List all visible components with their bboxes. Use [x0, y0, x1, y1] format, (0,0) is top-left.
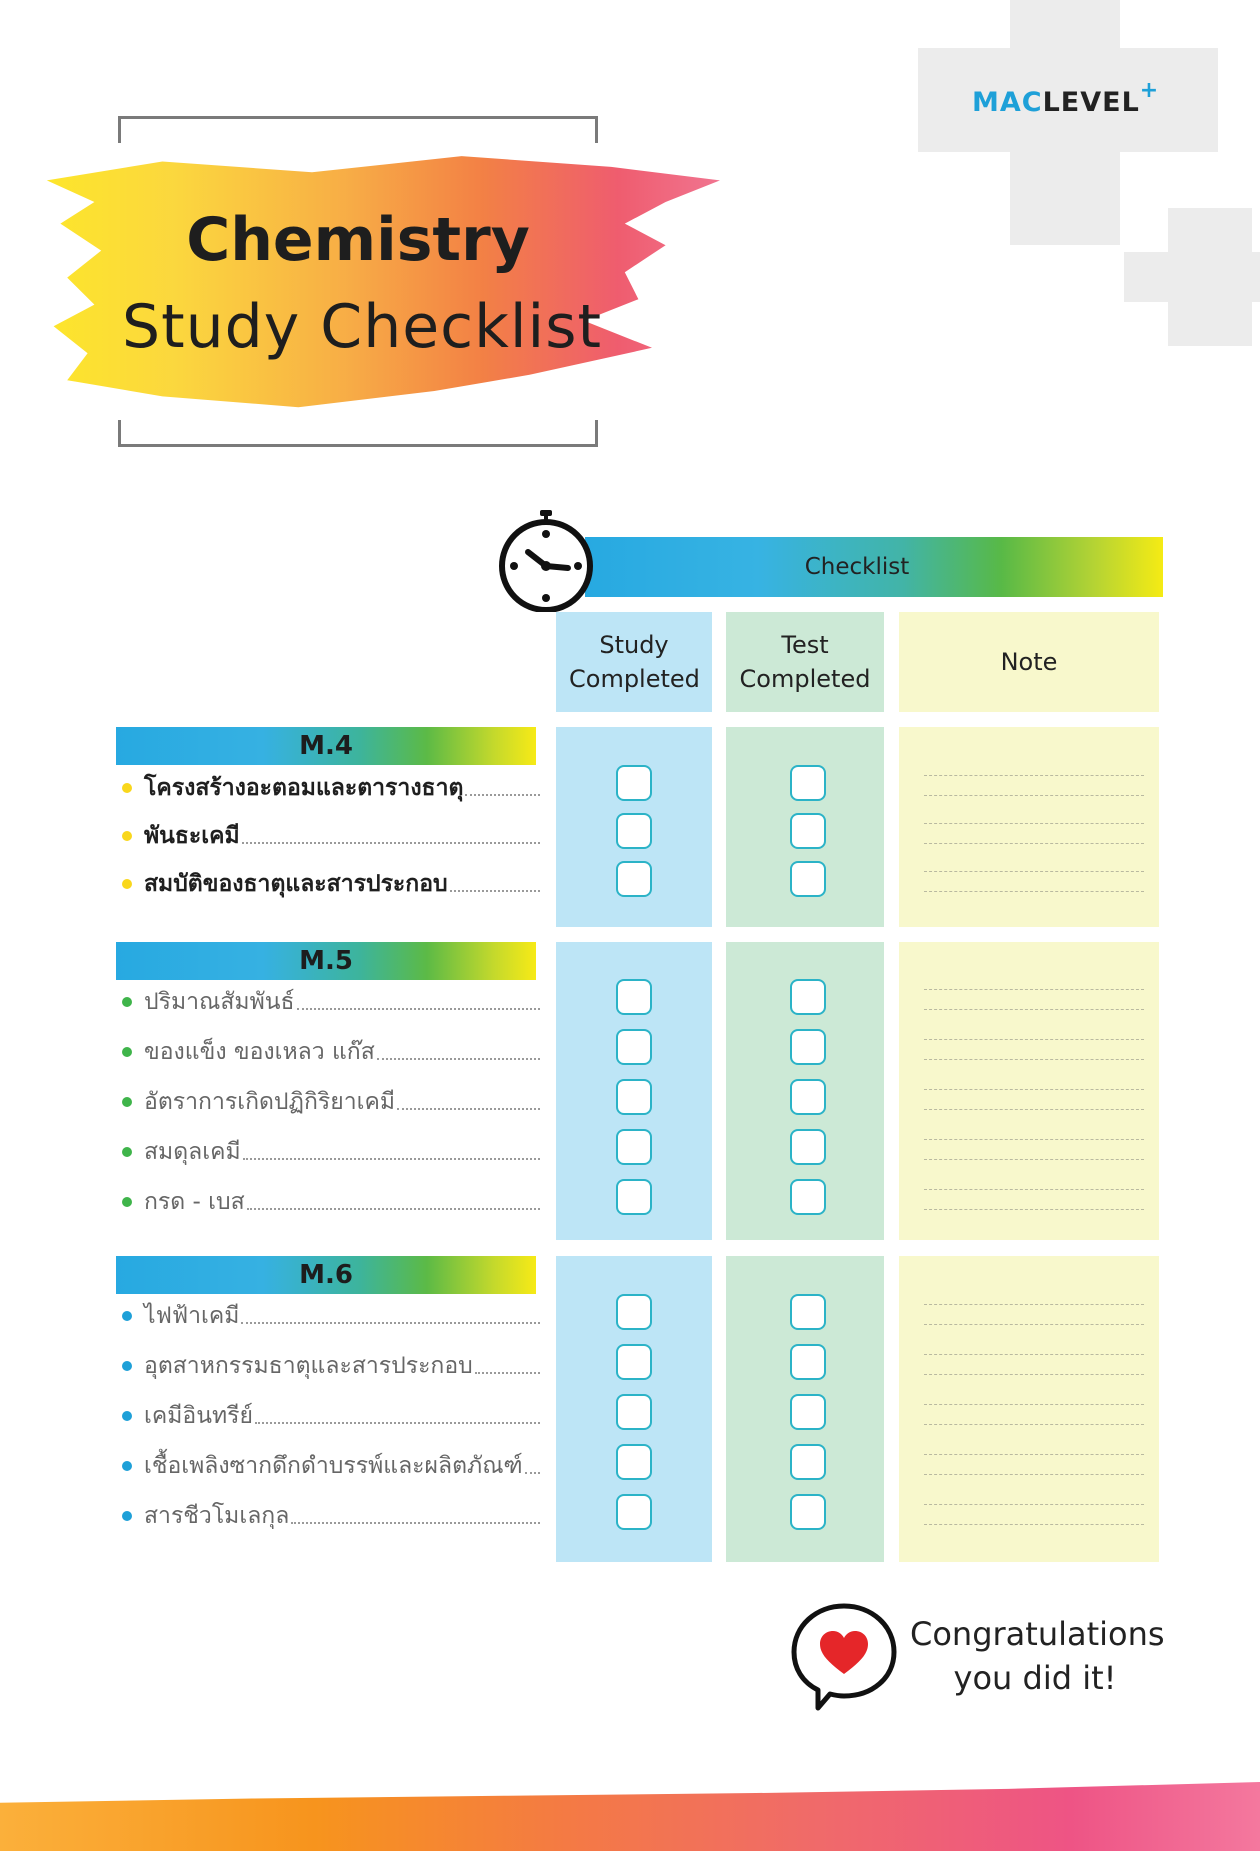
section-label: M.5 — [299, 946, 353, 976]
study-completed-checkbox[interactable] — [616, 1394, 652, 1430]
note-line[interactable] — [924, 871, 1144, 872]
dotted-leader — [243, 1158, 540, 1160]
test-completed-checkbox[interactable] — [790, 1344, 826, 1380]
dotted-leader — [465, 794, 540, 796]
list-item-label: เคมีอินทรีย์ — [144, 1403, 253, 1429]
note-line[interactable] — [924, 1354, 1144, 1355]
note-line[interactable] — [924, 823, 1144, 824]
study-completed-checkbox[interactable] — [616, 1294, 652, 1330]
list-item — [122, 1182, 540, 1222]
bottom-paint-stroke — [0, 1782, 1260, 1851]
test-completed-checkbox[interactable] — [790, 1444, 826, 1480]
list-item-label: อุตสาหกรรมธาตุและสารประกอบ — [144, 1353, 473, 1379]
note-panel-m4 — [899, 727, 1159, 927]
list-item-label: พันธะเคมี — [144, 823, 240, 849]
note-line[interactable] — [924, 1139, 1144, 1140]
list-item-label: กรด - เบส — [144, 1189, 245, 1215]
list-item — [122, 1296, 540, 1336]
heart-speech-bubble-icon — [788, 1600, 900, 1712]
dotted-leader — [525, 1472, 540, 1474]
title-brush-stroke — [40, 148, 720, 418]
test-completed-checkbox[interactable] — [790, 1179, 826, 1215]
dotted-leader — [297, 1008, 541, 1010]
note-line[interactable] — [924, 1209, 1144, 1210]
note-line[interactable] — [924, 1374, 1144, 1375]
study-completed-checkbox[interactable] — [616, 979, 652, 1015]
bullet-icon — [122, 1461, 132, 1471]
note-line[interactable] — [924, 843, 1144, 844]
section-label: M.6 — [299, 1260, 353, 1290]
list-item-label: สมบัติของธาตุและสารประกอบ — [144, 871, 448, 897]
note-line[interactable] — [924, 1039, 1144, 1040]
study-completed-checkbox[interactable] — [616, 765, 652, 801]
study-completed-checkbox[interactable] — [616, 1129, 652, 1165]
study-completed-checkbox[interactable] — [616, 1029, 652, 1065]
note-line[interactable] — [924, 1189, 1144, 1190]
test-completed-checkbox[interactable] — [790, 1129, 826, 1165]
list-item-label: ไฟฟ้าเคมี — [144, 1303, 240, 1329]
list-item-label: ปริมาณสัมพันธ์ — [144, 989, 295, 1015]
note-line[interactable] — [924, 1089, 1144, 1090]
list-item — [122, 1496, 540, 1536]
bullet-icon — [122, 1311, 132, 1321]
list-item-label: โครงสร้างอะตอมและตารางธาตุ — [144, 775, 464, 801]
note-line[interactable] — [924, 1304, 1144, 1305]
note-line[interactable] — [924, 1424, 1144, 1425]
note-panel-m6 — [899, 1256, 1159, 1562]
note-line[interactable] — [924, 1324, 1144, 1325]
note-line[interactable] — [924, 795, 1144, 796]
title-frame-bottom — [118, 420, 598, 447]
list-item — [122, 816, 540, 856]
column-header-test: Test Completed — [726, 612, 884, 712]
congratulations-text: Congratulations you did it! — [910, 1615, 1165, 1697]
note-line[interactable] — [924, 1524, 1144, 1525]
note-line[interactable] — [924, 1504, 1144, 1505]
column-header-note: Note — [899, 612, 1159, 712]
checklist-header-title: Checklist — [804, 554, 910, 580]
dotted-leader — [247, 1208, 540, 1210]
test-completed-checkbox[interactable] — [790, 861, 826, 897]
bullet-icon — [122, 997, 132, 1007]
section-label: M.4 — [299, 731, 353, 761]
test-completed-checkbox[interactable] — [790, 1294, 826, 1330]
bullet-icon — [122, 1097, 132, 1107]
dotted-leader — [291, 1522, 540, 1524]
list-item — [122, 1032, 540, 1072]
note-panel-m5 — [899, 942, 1159, 1240]
list-item — [122, 982, 540, 1022]
dotted-leader — [242, 842, 540, 844]
test-completed-checkbox[interactable] — [790, 1079, 826, 1115]
test-completed-checkbox[interactable] — [790, 1029, 826, 1065]
list-item — [122, 864, 540, 904]
list-item-label: สมดุลเคมี — [144, 1139, 241, 1165]
study-completed-checkbox[interactable] — [616, 1444, 652, 1480]
list-item-label: อัตราการเกิดปฏิกิริยาเคมี — [144, 1089, 396, 1115]
clock-icon — [498, 506, 594, 612]
study-completed-checkbox[interactable] — [616, 1344, 652, 1380]
test-completed-checkbox[interactable] — [790, 813, 826, 849]
column-header-study: Study Completed — [556, 612, 712, 712]
list-item — [122, 1446, 540, 1486]
dotted-leader — [377, 1058, 540, 1060]
bullet-icon — [122, 1047, 132, 1057]
bullet-icon — [122, 783, 132, 793]
list-item-label: สารชีวโมเลกุล — [144, 1503, 290, 1529]
study-completed-checkbox[interactable] — [616, 813, 652, 849]
list-item — [122, 1082, 540, 1122]
bullet-icon — [122, 831, 132, 841]
bullet-icon — [122, 879, 132, 889]
bullet-icon — [122, 1361, 132, 1371]
note-line[interactable] — [924, 775, 1144, 776]
note-line[interactable] — [924, 1009, 1144, 1010]
bullet-icon — [122, 1197, 132, 1207]
title-frame-top — [118, 116, 598, 143]
study-completed-checkbox[interactable] — [616, 1179, 652, 1215]
page-subtitle: Study Checklist — [122, 292, 602, 362]
note-line[interactable] — [924, 989, 1144, 990]
test-completed-checkbox[interactable] — [790, 1394, 826, 1430]
test-completed-checkbox[interactable] — [790, 765, 826, 801]
note-line[interactable] — [924, 1404, 1144, 1405]
note-line[interactable] — [924, 891, 1144, 892]
study-completed-checkbox[interactable] — [616, 861, 652, 897]
dotted-leader — [475, 1372, 540, 1374]
study-completed-checkbox[interactable] — [616, 1494, 652, 1530]
test-completed-checkbox[interactable] — [790, 979, 826, 1015]
list-item — [122, 768, 540, 808]
list-item — [122, 1132, 540, 1172]
page-title: Chemistry — [186, 205, 530, 275]
note-line[interactable] — [924, 1474, 1144, 1475]
list-item-label: ของแข็ง ของเหลว แก๊ส — [144, 1039, 375, 1065]
bullet-icon — [122, 1147, 132, 1157]
note-line[interactable] — [924, 1059, 1144, 1060]
maclevel-logo: MACLEVEL+ — [972, 78, 1160, 118]
dotted-leader — [450, 890, 540, 892]
bullet-icon — [122, 1411, 132, 1421]
note-line[interactable] — [924, 1454, 1144, 1455]
list-item — [122, 1396, 540, 1436]
list-item — [122, 1346, 540, 1386]
dotted-leader — [255, 1422, 540, 1424]
bullet-icon — [122, 1511, 132, 1521]
study-completed-checkbox[interactable] — [616, 1079, 652, 1115]
note-line[interactable] — [924, 1159, 1144, 1160]
note-line[interactable] — [924, 1109, 1144, 1110]
list-item-label: เชื้อเพลิงซากดึกดำบรรพ์และผลิตภัณฑ์ — [144, 1453, 523, 1479]
dotted-leader — [241, 1322, 540, 1324]
test-completed-checkbox[interactable] — [790, 1494, 826, 1530]
background-cross — [1124, 252, 1260, 302]
dotted-leader — [397, 1108, 540, 1110]
